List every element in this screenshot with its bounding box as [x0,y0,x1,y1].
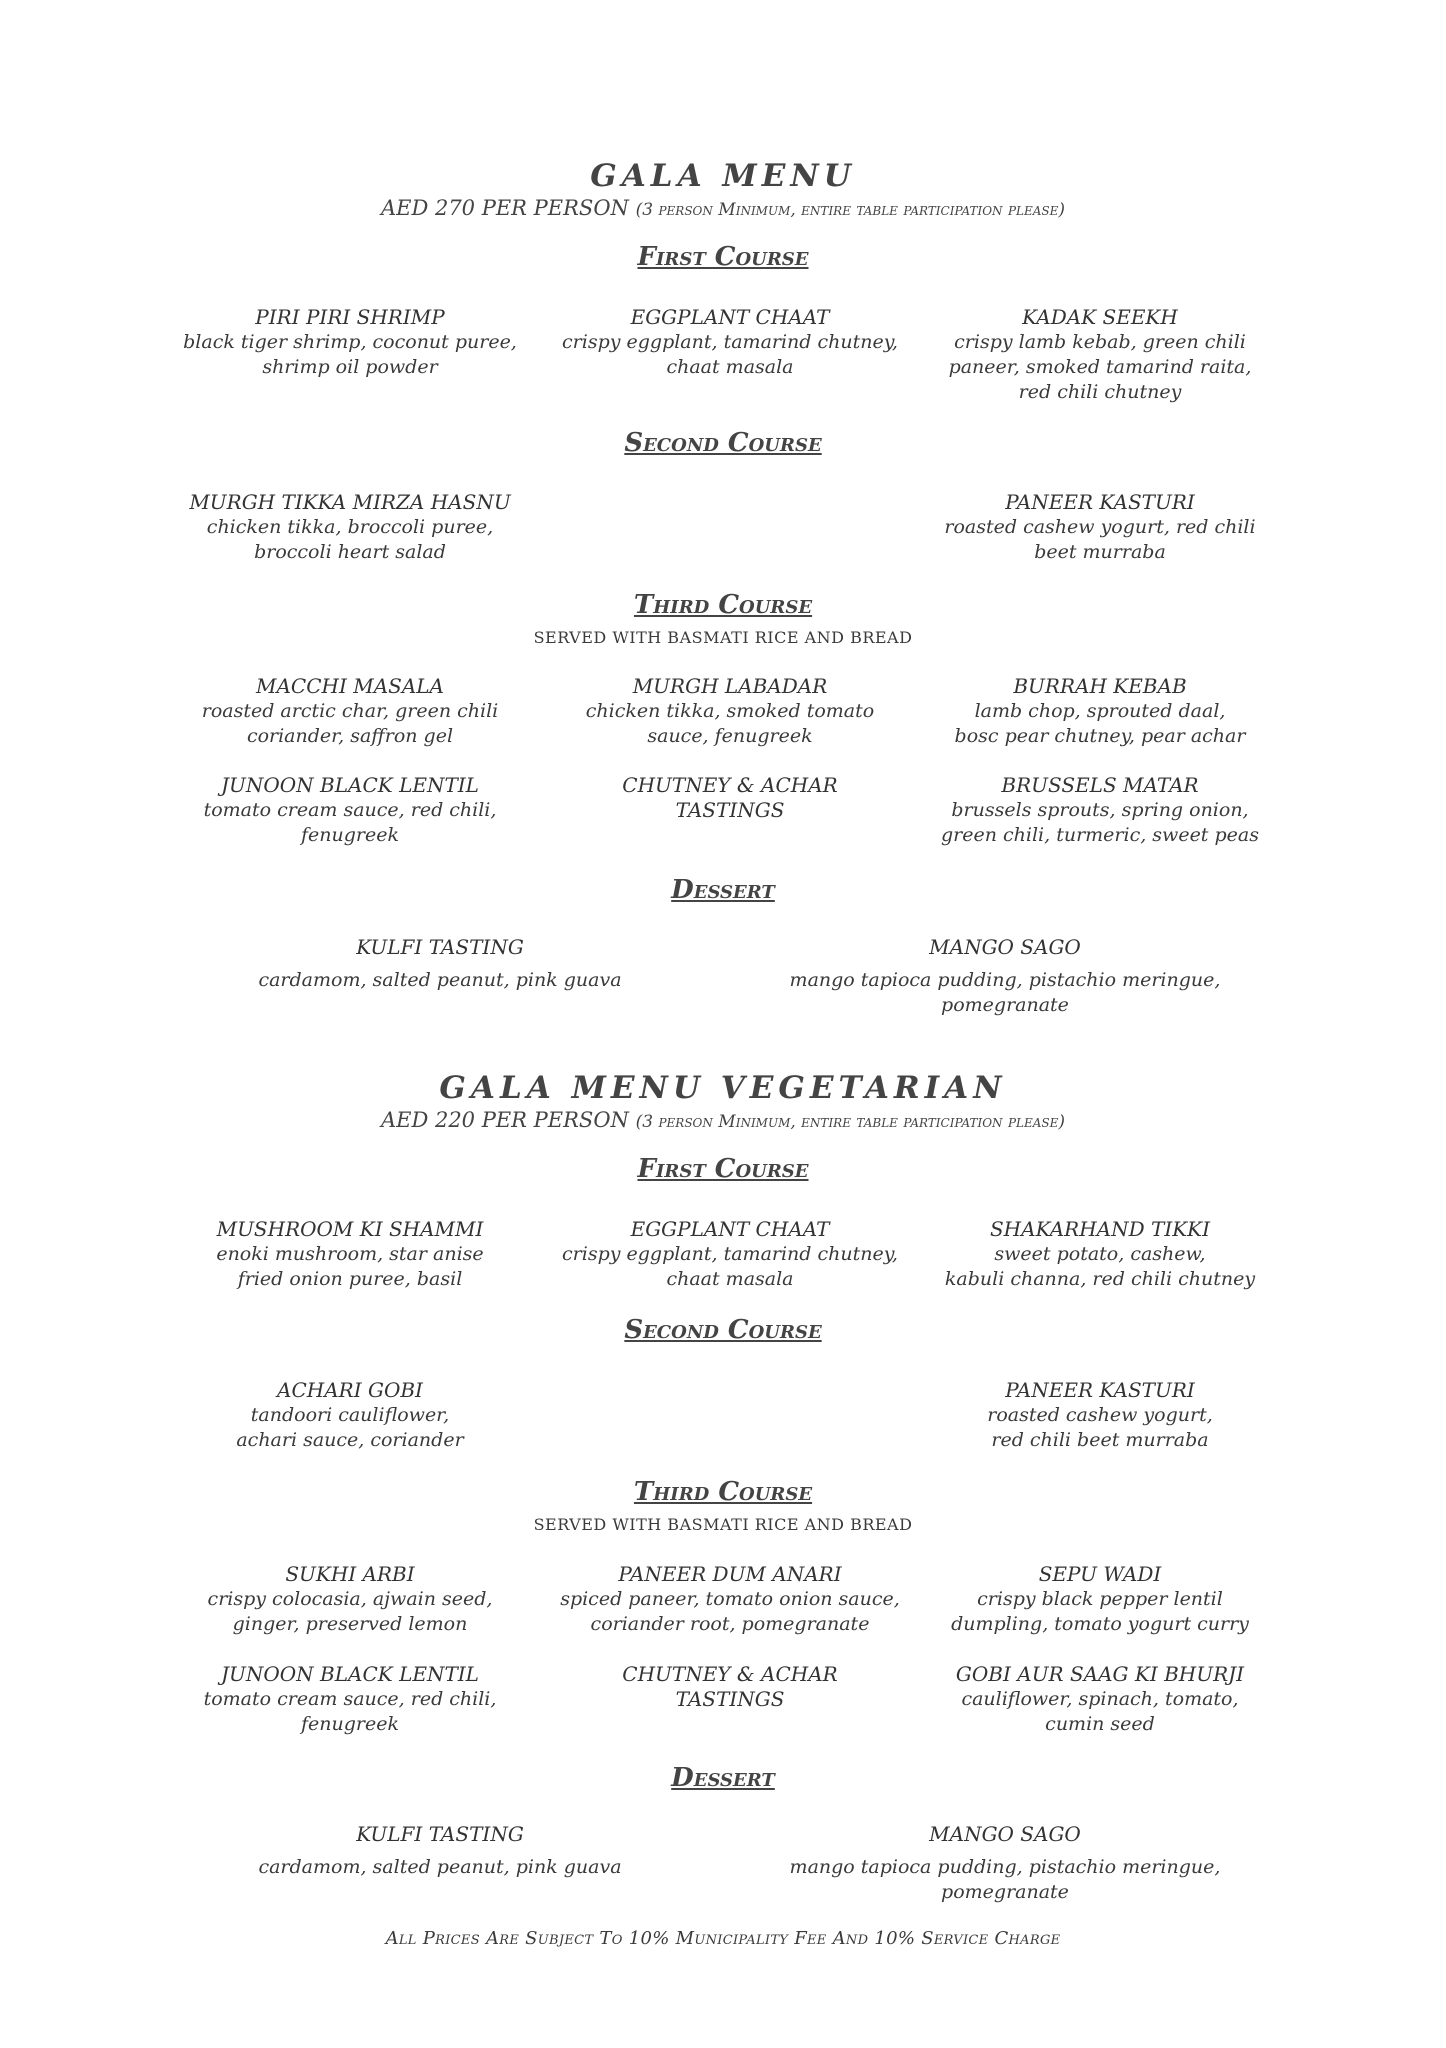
item-name: PANEER DUM ANARI [618,1562,842,1586]
price-footnote: All Prices Are Subject To 10% Municipality Fee And 10% Service Charge [385,1928,1061,1949]
third-course-subtitle: SERVED WITH BASMATI RICE AND BREAD [533,628,913,647]
item-name: KADAK SEEKH [1022,305,1178,329]
item-desc: tandoori cauliflower, achari sauce, coriander [236,1404,464,1451]
price-note: (3 person Minimum, entire table participation please) [635,200,1066,220]
item-name: BRUSSELS MATAR [1001,773,1199,797]
menu-item [530,674,930,749]
item-desc: lamb chop, sprouted daal, bosc pear chutney, pear achar [954,700,1246,747]
item-desc: cardamom, salted peanut, pink guava [258,1856,622,1878]
menu-item [780,935,1230,1018]
item-name: JUNOON BLACK LENTIL [221,773,479,797]
item-desc: cardamom, salted peanut, pink guava [258,969,622,991]
menu-title: GALA MENU VEGETARIAN [439,1070,1007,1106]
menu-item [160,1562,540,1637]
item-desc: brussels sprouts, spring onion, green chili, turmeric, sweet peas [941,799,1259,846]
item-desc: crispy eggplant, tamarind chutney, chaat masala [562,331,898,378]
item-desc: mango tapioca pudding, pistachio meringue, pomegranate [789,1856,1221,1903]
item-desc: spiced paneer, tomato onion sauce, coriander root, pomegranate [560,1588,900,1635]
second-course-heading: Second Course [624,1315,822,1345]
item-desc: chicken tikka, smoked tomato sauce, fenugreek [585,700,875,747]
menu-item [530,305,930,380]
first-course-heading: First Course [637,242,809,272]
price: AED 270 PER PERSON [380,196,629,220]
menu-item [910,490,1290,565]
item-desc: crispy black pepper lentil dumpling, tomato yogurt curry [951,1588,1249,1635]
item-name: MURGH LABADAR [632,674,828,698]
menu-item [160,1217,540,1292]
item-desc: tomato cream sauce, red chili, fenugreek [203,799,497,846]
menu-item [910,674,1290,749]
item-desc: mango tapioca pudding, pistachio meringue, pomegranate [789,969,1221,1016]
menu-item [160,674,540,749]
item-desc: roasted arctic char, green chili coriander, saffron gel [201,700,499,747]
dessert-heading: Dessert [671,1763,775,1793]
item-name: BURRAH KEBAB [1013,674,1187,698]
item-name: MACCHI MASALA [255,674,445,698]
item-name: PIRI PIRI SHRIMP [255,305,445,329]
item-name: CHUTNEY & ACHAR TASTINGS [622,773,838,822]
third-course-heading: Third Course [633,590,813,620]
item-name: EGGPLANT CHAAT [630,1217,830,1241]
item-name: MURGH TIKKA MIRZA HASNU [189,490,511,514]
menu-item [230,935,650,993]
menu-title: GALA MENU [590,158,856,194]
menu-item [160,1378,540,1453]
item-desc: chicken tikka, broccoli puree, broccoli heart salad [206,516,494,563]
menu-item [910,1217,1290,1292]
item-name: MANGO SAGO [929,1822,1081,1846]
item-name: JUNOON BLACK LENTIL [221,1662,479,1686]
item-desc: crispy colocasia, ajwain seed, ginger, preserved lemon [207,1588,493,1635]
item-name: MANGO SAGO [929,935,1081,959]
menu-item [780,1822,1230,1905]
menu-item [530,1562,930,1637]
price-line [0,1108,1446,1132]
item-desc: enoki mushroom, star anise fried onion puree, basil [216,1243,484,1290]
item-desc: tomato cream sauce, red chili, fenugreek [203,1688,497,1735]
item-desc: crispy eggplant, tamarind chutney, chaat masala [562,1243,898,1290]
item-desc: roasted cashew yogurt, red chili beet murraba [987,1404,1213,1451]
menu-item [160,305,540,380]
third-course-heading: Third Course [633,1477,813,1507]
item-name: SUKHI ARBI [285,1562,415,1586]
menu-item [230,1822,650,1880]
menu-item [530,1217,930,1292]
price-note: (3 person Minimum, entire table participation please) [635,1112,1066,1132]
menu-item [530,773,930,823]
item-desc: crispy lamb kebab, green chili paneer, smoked tamarind raita, red chili chutney [948,331,1252,403]
item-desc: sweet potato, cashew, kabuli channa, red chili chutney [944,1243,1256,1290]
item-name: EGGPLANT CHAAT [630,305,830,329]
item-name: MUSHROOM KI SHAMMI [216,1217,484,1241]
first-course-heading: First Course [637,1154,809,1184]
menu-item [530,1662,930,1712]
item-name: SEPU WADI [1038,1562,1162,1586]
item-name: PANEER KASTURI [1005,1378,1195,1402]
menu-item [910,305,1290,405]
menu-item [910,1378,1290,1453]
price: AED 220 PER PERSON [380,1108,629,1132]
second-course-heading: Second Course [624,428,822,458]
price-line [0,196,1446,220]
item-name: CHUTNEY & ACHAR TASTINGS [622,1662,838,1711]
item-desc: roasted cashew yogurt, red chili beet murraba [944,516,1256,563]
item-name: GOBI AUR SAAG KI BHURJI [955,1662,1245,1686]
item-name: PANEER KASTURI [1005,490,1195,514]
item-desc: black tiger shrimp, coconut puree, shrimp oil powder [183,331,517,378]
menu-item [160,490,540,565]
menu-item [160,1662,540,1737]
third-course-subtitle: SERVED WITH BASMATI RICE AND BREAD [533,1515,913,1534]
item-desc: cauliflower, spinach, tomato, cumin seed [961,1688,1239,1735]
item-name: ACHARI GOBI [277,1378,423,1402]
menu-item [160,773,540,848]
menu-item [910,1562,1290,1637]
menu-item [910,773,1290,848]
menu-item [910,1662,1290,1737]
item-name: SHAKARHAND TIKKI [989,1217,1211,1241]
item-name: KULFI TASTING [356,1822,524,1846]
item-name: KULFI TASTING [356,935,524,959]
dessert-heading: Dessert [671,875,775,905]
